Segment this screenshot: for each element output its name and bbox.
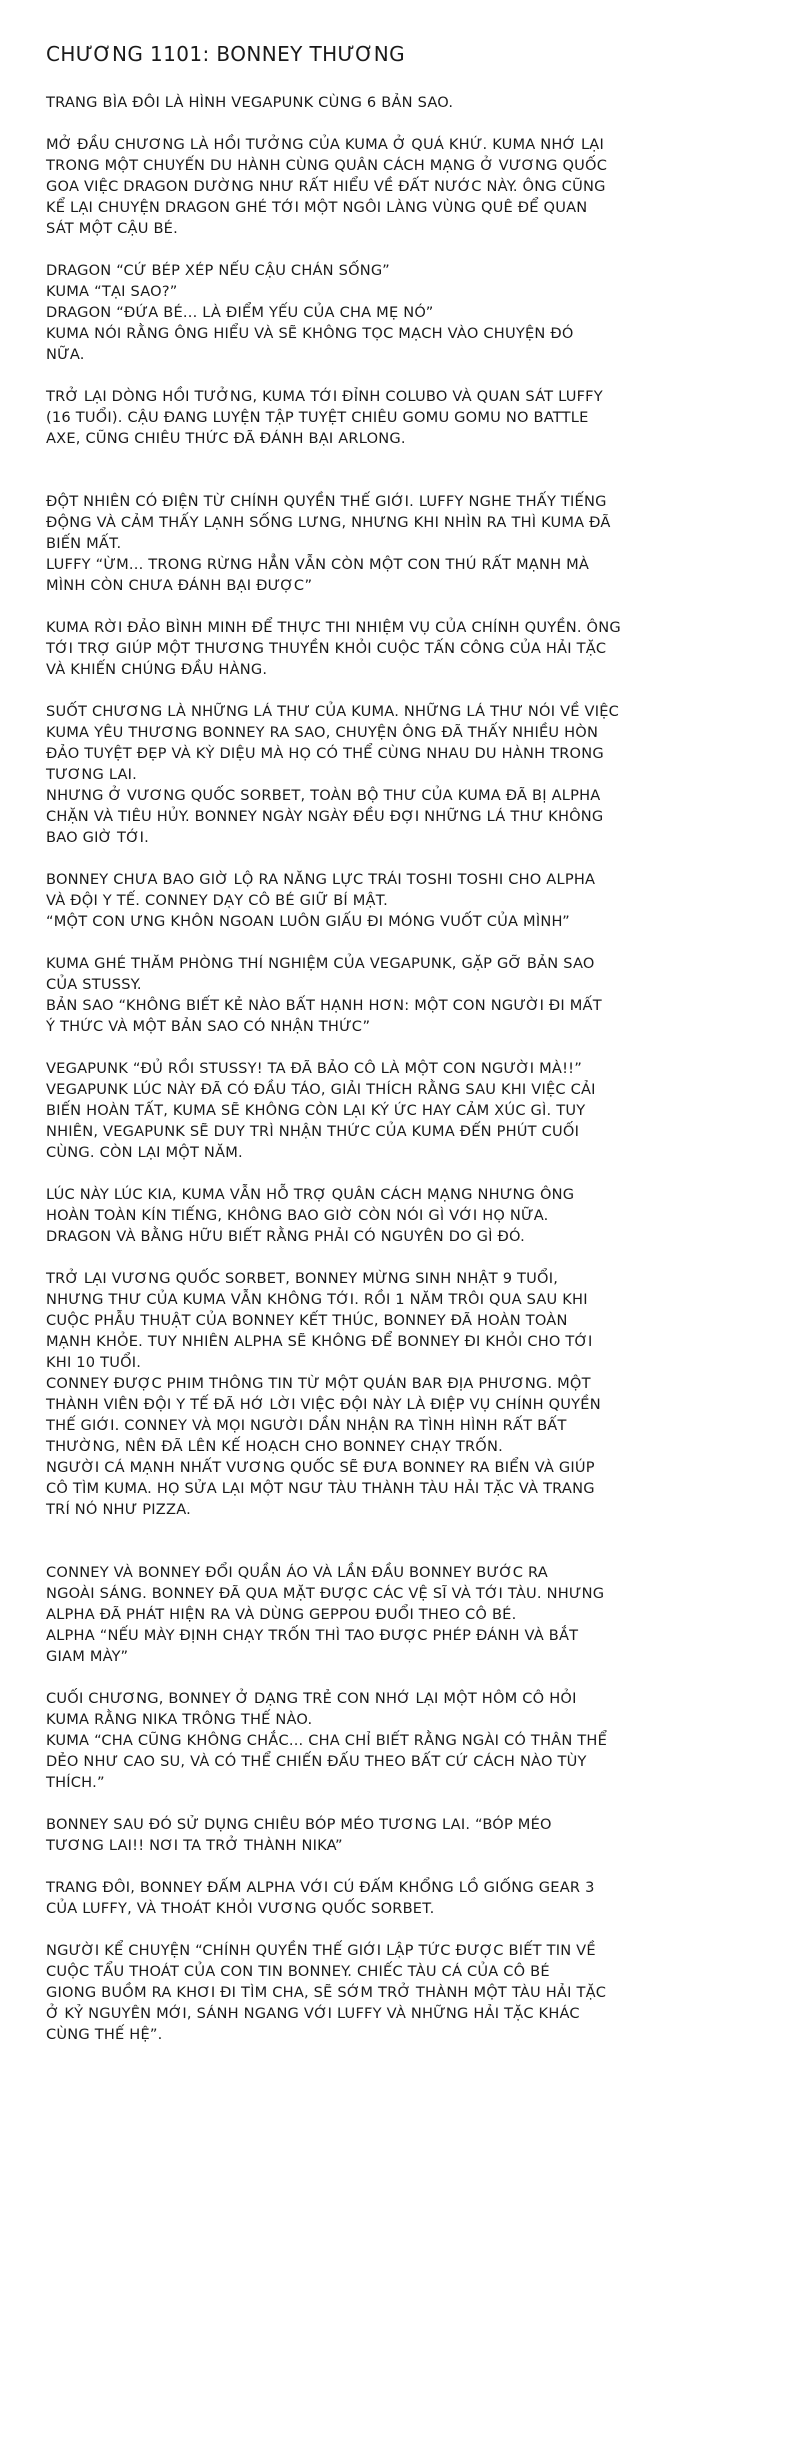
paragraph bbox=[46, 1268, 754, 1520]
text-line: ĐỘNG VÀ CẢM THẤY LẠNH SỐNG LƯNG, NHƯNG KHI NHÌN RA THÌ KUMA ĐÃ bbox=[46, 514, 611, 531]
paragraph-spacer bbox=[46, 1037, 754, 1058]
text-line: HOÀN TOÀN KÍN TIẾNG, KHÔNG BAO GIỜ CÒN NÓI GÌ VỚI HỌ NỮA. bbox=[46, 1207, 549, 1224]
text-line: TƯƠNG LAI!! NƠI TA TRỞ THÀNH NIKA” bbox=[46, 1837, 343, 1854]
text-line: TRÍ NÓ NHƯ PIZZA. bbox=[46, 1501, 191, 1518]
text-line: Ý THỨC VÀ MỘT BẢN SAO CÓ NHẬN THỨC” bbox=[46, 1018, 371, 1035]
paragraph bbox=[46, 617, 754, 680]
text-line: DRAGON “CỨ BÉP XÉP NẾU CẬU CHÁN SỐNG” bbox=[46, 262, 390, 279]
text-line: THÍCH.” bbox=[46, 1774, 105, 1791]
text-line: BẢN SAO “KHÔNG BIẾT KẺ NÀO BẤT HẠNH HƠN: MỘT CON NGƯỜI ĐI MẤT bbox=[46, 997, 602, 1014]
paragraph bbox=[46, 92, 754, 113]
text-line: TRANG ĐÔI, BONNEY ĐẤM ALPHA VỚI CÚ ĐẤM KHỔNG LỒ GIỐNG GEAR 3 bbox=[46, 1879, 595, 1896]
text-line: NHƯNG THƯ CỦA KUMA VẪN KHÔNG TỚI. RỒI 1 NĂM TRÔI QUA SAU KHI bbox=[46, 1291, 588, 1308]
text-line: THƯỜNG, NÊN ĐÃ LÊN KẾ HOẠCH CHO BONNEY CHẠY TRỐN. bbox=[46, 1438, 503, 1455]
text-line: BONNEY SAU ĐÓ SỬ DỤNG CHIÊU BÓP MÉO TƯƠNG LAI. “BÓP MÉO bbox=[46, 1816, 552, 1833]
text-line: BONNEY CHƯA BAO GIỜ LỘ RA NĂNG LỰC TRÁI TOSHI TOSHI CHO ALPHA bbox=[46, 871, 596, 888]
text-line: GOA VIỆC DRAGON DƯỜNG NHƯ RẤT HIỂU VỀ ĐẤT NƯỚC NÀY. ÔNG CŨNG bbox=[46, 178, 606, 195]
text-line: TỚI TRỢ GIÚP MỘT THƯƠNG THUYỀN KHỎI CUỘC TẤN CÔNG CỦA HẢI TẶC bbox=[46, 640, 607, 657]
text-line: SÁT MỘT CẬU BÉ. bbox=[46, 220, 178, 237]
text-line: BIẾN MẤT. bbox=[46, 535, 122, 552]
text-line: MÌNH CÒN CHƯA ĐÁNH BẠI ĐƯỢC” bbox=[46, 577, 313, 594]
paragraph-spacer bbox=[46, 1247, 754, 1268]
text-line: KUMA YÊU THƯƠNG BONNEY RA SAO, CHUYỆN ÔNG ĐÃ THẤY NHIỀU HÒN bbox=[46, 724, 599, 741]
text-line: MẠNH KHỎE. TUY NHIÊN ALPHA SẼ KHÔNG ĐỂ BONNEY ĐI KHỎI CHO TỚI bbox=[46, 1333, 593, 1350]
text-line: TRỞ LẠI VƯƠNG QUỐC SORBET, BONNEY MỪNG SINH NHẬT 9 TUỔI, bbox=[46, 1270, 559, 1287]
text-line: ĐẢO TUYỆT ĐẸP VÀ KỲ DIỆU MÀ HỌ CÓ THỂ CÙNG NHAU DU HÀNH TRONG bbox=[46, 745, 604, 762]
text-line: BAO GIỜ TỚI. bbox=[46, 829, 150, 846]
text-line: CHẶN VÀ TIÊU HỦY. BONNEY NGÀY NGÀY ĐỀU ĐỢI NHỮNG LÁ THƯ KHÔNG bbox=[46, 808, 604, 825]
text-line: KUMA RẰNG NIKA TRÔNG THẾ NÀO. bbox=[46, 1711, 313, 1728]
text-line: TRONG MỘT CHUYẾN DU HÀNH CÙNG QUÂN CÁCH MẠNG Ở VƯƠNG QUỐC bbox=[46, 157, 608, 174]
text-line: THÀNH VIÊN ĐỘI Y TẾ ĐÃ HỚ LỜI VIỆC ĐỘI NÀY LÀ ĐIỆP VỤ CHÍNH QUYỀN bbox=[46, 1396, 601, 1413]
text-line: CÙNG THẾ HỆ”. bbox=[46, 2026, 163, 2043]
text-line: VÀ ĐỘI Y TẾ. CONNEY DẠY CÔ BÉ GIỮ BÍ MẬT. bbox=[46, 892, 388, 909]
text-line: KUMA “TẠI SAO?” bbox=[46, 283, 178, 300]
text-line: NHIÊN, VEGAPUNK SẼ DUY TRÌ NHẬN THỨC CỦA KUMA ĐẾN PHÚT CUỐI bbox=[46, 1123, 580, 1140]
paragraph-spacer bbox=[46, 680, 754, 701]
paragraph bbox=[46, 386, 754, 449]
text-line: KUMA RỜI ĐẢO BÌNH MINH ĐỂ THỰC THI NHIỆM VỤ CỦA CHÍNH QUYỀN. ÔNG bbox=[46, 619, 621, 636]
text-line: GIONG BUỒM RA KHƠI ĐI TÌM CHA, SẼ SỚM TRỞ THÀNH MỘT TÀU HẢI TẶC bbox=[46, 1984, 607, 2001]
paragraph-spacer bbox=[46, 1163, 754, 1184]
text-line: CÙNG. CÒN LẠI MỘT NĂM. bbox=[46, 1144, 243, 1161]
text-line: CONNEY VÀ BONNEY ĐỔI QUẦN ÁO VÀ LẦN ĐẦU BONNEY BƯỚC RA bbox=[46, 1564, 548, 1581]
paragraph-spacer bbox=[46, 449, 754, 491]
text-line: THẾ GIỚI. CONNEY VÀ MỌI NGƯỜI DẦN NHẬN RA TÌNH HÌNH RẤT BẤT bbox=[46, 1417, 567, 1434]
text-line: “MỘT CON ƯNG KHÔN NGOAN LUÔN GIẤU ĐI MÓNG VUỐT CỦA MÌNH” bbox=[46, 913, 570, 930]
text-line: NHƯNG Ở VƯƠNG QUỐC SORBET, TOÀN BỘ THƯ CỦA KUMA ĐÃ BỊ ALPHA bbox=[46, 787, 601, 804]
document-body bbox=[46, 92, 754, 2045]
text-line: NỮA. bbox=[46, 346, 85, 363]
text-line: KHI 10 TUỔI. bbox=[46, 1354, 142, 1371]
paragraph bbox=[46, 701, 754, 848]
paragraph bbox=[46, 491, 754, 596]
text-line: DRAGON “ĐỨA BÉ... LÀ ĐIỂM YẾU CỦA CHA MẸ NÓ” bbox=[46, 304, 434, 321]
text-line: CONNEY ĐƯỢC PHIM THÔNG TIN TỪ MỘT QUÁN BAR ĐỊA PHƯƠNG. MỘT bbox=[46, 1375, 591, 1392]
paragraph bbox=[46, 1184, 754, 1247]
paragraph bbox=[46, 869, 754, 932]
text-line: VEGAPUNK LÚC NÀY ĐÃ CÓ ĐẦU TÁO, GIẢI THÍCH RẰNG SAU KHI VIỆC CẢI bbox=[46, 1081, 596, 1098]
text-line: MỞ ĐẦU CHƯƠNG LÀ HỒI TƯỞNG CỦA KUMA Ở QUÁ KHỨ. KUMA NHỚ LẠI bbox=[46, 136, 604, 153]
text-line: ALPHA ĐÃ PHÁT HIỆN RA VÀ DÙNG GEPPOU ĐUỔI THEO CÔ BÉ. bbox=[46, 1606, 517, 1623]
text-line: LUFFY “ỪM... TRONG RỪNG HẲN VẪN CÒN MỘT CON THÚ RẤT MẠNH MÀ bbox=[46, 556, 590, 573]
paragraph-spacer bbox=[46, 848, 754, 869]
text-line: (16 TUỔI). CẬU ĐANG LUYỆN TẬP TUYỆT CHIÊU GOMU GOMU NO BATTLE bbox=[46, 409, 589, 426]
paragraph bbox=[46, 1688, 754, 1793]
document-page bbox=[46, 40, 754, 2045]
paragraph-spacer bbox=[46, 239, 754, 260]
text-line: TƯƠNG LAI. bbox=[46, 766, 138, 783]
text-line: CUỐI CHƯƠNG, BONNEY Ở DẠNG TRẺ CON NHỚ LẠI MỘT HÔM CÔ HỎI bbox=[46, 1690, 577, 1707]
paragraph-spacer bbox=[46, 1793, 754, 1814]
paragraph-spacer bbox=[46, 932, 754, 953]
text-line: Ở KỶ NGUYÊN MỚI, SÁNH NGANG VỚI LUFFY VÀ NHỮNG HẢI TẶC KHÁC bbox=[46, 2005, 580, 2022]
paragraph-spacer bbox=[46, 113, 754, 134]
text-line: KUMA NÓI RẰNG ÔNG HIỂU VÀ SẼ KHÔNG TỌC MẠCH VÀO CHUYỆN ĐÓ bbox=[46, 325, 574, 342]
paragraph bbox=[46, 953, 754, 1037]
text-line: TRANG BÌA ĐÔI LÀ HÌNH VEGAPUNK CÙNG 6 BẢN SAO. bbox=[46, 94, 454, 111]
text-line: KUMA GHÉ THĂM PHÒNG THÍ NGHIỆM CỦA VEGAPUNK, GẶP GỠ BẢN SAO bbox=[46, 955, 595, 972]
text-line: LÚC NÀY LÚC KIA, KUMA VẪN HỖ TRỢ QUÂN CÁCH MẠNG NHƯNG ÔNG bbox=[46, 1186, 575, 1203]
text-line: CỦA LUFFY, VÀ THOÁT KHỎI VƯƠNG QUỐC SORBET. bbox=[46, 1900, 435, 1917]
text-line: NGƯỜI KỂ CHUYỆN “CHÍNH QUYỀN THẾ GIỚI LẬP TỨC ĐƯỢC BIẾT TIN VỀ bbox=[46, 1942, 596, 1959]
text-line: DRAGON VÀ BẰNG HỮU BIẾT RẰNG PHẢI CÓ NGUYÊN DO GÌ ĐÓ. bbox=[46, 1228, 525, 1245]
page-title: CHƯƠNG 1101: BONNEY THƯƠNG bbox=[46, 42, 406, 66]
paragraph bbox=[46, 260, 754, 365]
text-line: GIAM MÀY” bbox=[46, 1648, 129, 1665]
text-line: CÔ TÌM KUMA. HỌ SỬA LẠI MỘT NGƯ TÀU THÀNH TÀU HẢI TẶC VÀ TRANG bbox=[46, 1480, 595, 1497]
text-line: TRỞ LẠI DÒNG HỒI TƯỞNG, KUMA TỚI ĐỈNH COLUBO VÀ QUAN SÁT LUFFY bbox=[46, 388, 603, 405]
text-line: DẺO NHƯ CAO SU, VÀ CÓ THỂ CHIẾN ĐẤU THEO BẤT CỨ CÁCH NÀO TÙY bbox=[46, 1753, 587, 1770]
text-line: VÀ KHIẾN CHÚNG ĐẦU HÀNG. bbox=[46, 661, 268, 678]
text-line: ĐỘT NHIÊN CÓ ĐIỆN TỪ CHÍNH QUYỀN THẾ GIỚI. LUFFY NGHE THẤY TIẾNG bbox=[46, 493, 607, 510]
text-line: NGƯỜI CÁ MẠNH NHẤT VƯƠNG QUỐC SẼ ĐƯA BONNEY RA BIỂN VÀ GIÚP bbox=[46, 1459, 595, 1476]
text-line: CUỘC TẨU THOÁT CỦA CON TIN BONNEY. CHIẾC TÀU CÁ CỦA CÔ BÉ bbox=[46, 1963, 550, 1980]
text-line: SUỐT CHƯƠNG LÀ NHỮNG LÁ THƯ CỦA KUMA. NHỮNG LÁ THƯ NÓI VỀ VIỆC bbox=[46, 703, 620, 720]
text-line: NGOÀI SÁNG. BONNEY ĐÃ QUA MẶT ĐƯỢC CÁC VỆ SĨ VÀ TỚI TÀU. NHƯNG bbox=[46, 1585, 605, 1602]
text-line: VEGAPUNK “ĐỦ RỒI STUSSY! TA ĐÃ BẢO CÔ LÀ MỘT CON NGƯỜI MÀ!!” bbox=[46, 1060, 582, 1077]
paragraph-spacer bbox=[46, 1520, 754, 1562]
text-line: KỂ LẠI CHUYỆN DRAGON GHÉ TỚI MỘT NGÔI LÀNG VÙNG QUÊ ĐỂ QUAN bbox=[46, 199, 588, 216]
paragraph-spacer bbox=[46, 1667, 754, 1688]
text-line: KUMA “CHA CŨNG KHÔNG CHẮC... CHA CHỈ BIẾT RẰNG NGÀI CÓ THÂN THỂ bbox=[46, 1732, 607, 1749]
paragraph-spacer bbox=[46, 1856, 754, 1877]
paragraph-spacer bbox=[46, 596, 754, 617]
text-line: AXE, CŨNG CHIÊU THỨC ĐÃ ĐÁNH BẠI ARLONG. bbox=[46, 430, 406, 447]
paragraph bbox=[46, 1058, 754, 1163]
text-line: CUỘC PHẪU THUẬT CỦA BONNEY KẾT THÚC, BONNEY ĐÃ HOÀN TOÀN bbox=[46, 1312, 568, 1329]
paragraph bbox=[46, 1562, 754, 1667]
paragraph bbox=[46, 134, 754, 239]
text-line: ALPHA “NẾU MÀY ĐỊNH CHẠY TRỐN THÌ TAO ĐƯỢC PHÉP ĐÁNH VÀ BẮT bbox=[46, 1627, 579, 1644]
text-line: CỦA STUSSY. bbox=[46, 976, 142, 993]
paragraph bbox=[46, 1814, 754, 1856]
paragraph-spacer bbox=[46, 365, 754, 386]
paragraph bbox=[46, 1940, 754, 2045]
text-line: BIẾN HOÀN TẤT, KUMA SẼ KHÔNG CÒN LẠI KÝ ỨC HAY CẢM XÚC GÌ. TUY bbox=[46, 1102, 586, 1119]
paragraph-spacer bbox=[46, 1919, 754, 1940]
paragraph bbox=[46, 1877, 754, 1919]
